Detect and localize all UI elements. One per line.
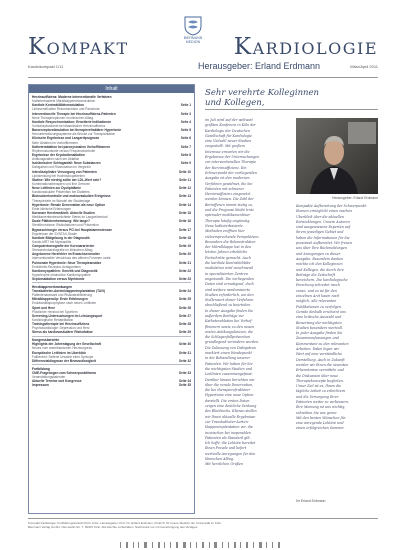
toc-entry-title: Herzklappenerkrankungen (32, 284, 73, 289)
toc-entry-title: Neue Leitlinien zur Dyslipidämie (32, 186, 81, 191)
editorial-text-line: vielversprechende Perspektiven. (205, 234, 260, 239)
toc-entry-page: Seite 29 (178, 330, 191, 335)
editorial-text-line: klinischen Alltag. (205, 457, 235, 461)
toc-entry-title: Veranstaltungskalender (32, 374, 66, 379)
barcode-bar (164, 542, 165, 548)
editorial-text-line: Kompakte Aufbereitung der Schwerpunkt- (296, 204, 368, 208)
editorial-text-line: werden wir Ihnen die neuesten (296, 362, 349, 367)
toc-entry-page: Seite 6 (180, 136, 191, 141)
toc-entry-title: Interventionelle Therapie bei Herzinsuffizienz-Patienten (32, 111, 116, 116)
toc-entry-title: Herzunterstützungssysteme als Brücke zur Transplantation (32, 132, 116, 137)
editorial-text-line: und die Prognose bleibt trotz (205, 208, 254, 213)
toc-entry-title: Bypasschirurgie versus PCI bei Hauptstammstenose (32, 227, 113, 232)
toc-entry-title: Interdisziplinäre Versorgung von Patienten (32, 169, 97, 174)
editorial-text-line: Überblick über die aktuellen (296, 214, 345, 219)
editorial-column-right (296, 204, 378, 432)
toc-entry-title: Computertomografie der Koronararterien (32, 244, 95, 249)
toc-entry-title: Pulmonale Hypertonie: Neue Therapieansätze (32, 260, 102, 265)
toc-entry-title: Angeborene Herzfehler im Erwachsenenalter (32, 252, 100, 257)
toc-entry-page: Seite 8 (180, 152, 191, 157)
footer-line-2: Biermann Verlag GmbH, Otto-Hahn-Str. 7, 50997 Köln. Alle Rechte vorbehalten. Nachdruck nur mit Genehmigung des Verlages. (28, 525, 199, 529)
toc-entry[interactable] (32, 359, 191, 363)
editorial-text-line: Ihnen Freude und liefert (205, 446, 247, 451)
barcode-bar (209, 542, 210, 548)
toc-entry[interactable] (32, 330, 191, 334)
toc-entry-title: Differenzialdiagnose der Bewusstlosigkeit (32, 358, 96, 363)
toc-entry-title: Katheterablation bei paroxysmalem Vorhofflimmern (32, 144, 111, 149)
editorial-text-line: themen ermöglicht einen raschen (296, 209, 353, 214)
toc-entry-title: Koronare Herzkrankheit: Aktuelle Studien (32, 210, 95, 215)
editorial-title-line-2: und Kollegen, (205, 98, 265, 108)
toc-entry-title: Screening-Untersuchungen im Leistungssport (32, 313, 103, 318)
barcode-bar (183, 542, 186, 548)
editorial-text-line: optimaler medikamentöser (205, 213, 251, 218)
editorial-text-line: Darüber hinaus berichten wir (205, 377, 255, 382)
editorial-text-line: Kommentare zu den relevanten (296, 341, 349, 346)
editorial-text-line: über die renale Denervation, (205, 382, 254, 387)
editorial-text-line: praxisnah aufbereitet. Wir freuen (296, 241, 353, 246)
toc-entry-title: Sport und Herz (32, 305, 55, 310)
toc-entry-title: Medikamentenbeschichtete Stents im Langzeitverlauf (32, 215, 108, 220)
editorial-text-line: Gesellschaft für Kardiologie (205, 133, 252, 138)
barcode-bar (126, 542, 128, 548)
toc-entry-page: Seite 25 (178, 297, 191, 302)
editorial-text-line: haben die Informationen für Sie (296, 235, 350, 240)
toc-entry-title: Antikoagulation nach der Ablation (32, 157, 80, 162)
toc-entry[interactable] (32, 383, 191, 387)
toc-entry-title: Erste klinische Erfahrungen (32, 206, 71, 211)
toc-entry-page: Seite 17 (178, 227, 191, 232)
editorial-text-line: die Schlaganfallprävention (205, 335, 250, 340)
toc-entry-page: Seite 31 (178, 350, 191, 355)
barcode-bar (170, 542, 171, 548)
editorial-text-line: die Diskussion über neue (296, 373, 339, 378)
issue-date: März/April 2011 (350, 64, 378, 69)
toc-entry-title: Kardiale Resynchronisation: Erweiterte Indikationen (32, 119, 112, 124)
toc-entry-title: Fortbildung (32, 366, 50, 371)
toc-entry-page: Seite 28 (178, 322, 191, 327)
subheader (28, 61, 378, 76)
editorial-text-line: und Anregungen zu dieser (296, 251, 341, 256)
crest-icon (183, 14, 203, 36)
issue-label: Kardiokompakt 1/11 (28, 64, 64, 69)
toc-entry-title: Statine: Wie niedrig sollte der LDL-Wert sein? (32, 177, 102, 182)
toc-entry-title: Interventioneller Verschluss des offenen Foramen ovale (32, 256, 111, 261)
editorial-text-line: wir Ihnen aktuelle Ergebnisse (205, 414, 256, 419)
editorial-text-line: Patienten weiter zu verbessern. (296, 399, 350, 404)
toc-entry-page: Seite 21 (178, 260, 191, 265)
barcode-bar (266, 542, 267, 548)
toc-entry-title: Linksventrikuläre Rekonstruktion und Parachute (32, 107, 100, 112)
editorial-text-line: Ich hoffe, die Lektüre bereitet (205, 441, 256, 446)
editorial-text-line: Mit den besten Wünschen für (296, 415, 346, 420)
toc-entry-title: Klinische Ergebnisse und Langzeitprognose (32, 136, 100, 141)
toc-entry-title: Endokarditisprophylaxe nach neuen Leitlinien (32, 301, 97, 306)
toc-entry-title: Neue Therapieoptionen im klinischen Alltag (32, 115, 94, 120)
editorial-text-line: bereichern. Die kardiologische (296, 278, 348, 283)
barcode-bar (133, 542, 134, 548)
editorial-text-line: größten Konferenz in Köln der (205, 123, 256, 128)
editorial-text-line: die wichtigsten Studien und (205, 366, 252, 371)
toc-entry-title: Stentthrombose: Risikofaktoren und Prävention (32, 223, 99, 228)
editorial-text-line: Patienten mit schwerer (205, 186, 245, 191)
toc-entry-title: Europäische Leitlinien im Überblick (32, 350, 87, 355)
editorial-text-line: Arbeiten. Dabei legen wir (296, 347, 340, 352)
toc-entry-page: Seite 12 (178, 186, 191, 191)
editorial-text-line: und Kollegen, die durch ihre (296, 267, 344, 272)
portrait-photo (296, 118, 378, 194)
publisher-logo (178, 14, 208, 52)
editorial-text-line: im Juli wird auf der weltweit (205, 118, 253, 122)
toc-entry-page: Seite 20 (178, 252, 191, 257)
editorial-text-line: Fortschritte gemacht. Auch (205, 255, 251, 260)
toc-entry-page: Seite 5 (180, 128, 191, 133)
toc-entry-title: Kardiale Kontraktilitätsmodulation (32, 103, 85, 108)
toc-entry-title: Kombinationstherapien und ihre Grenzen (32, 181, 91, 186)
editorial-text-line: Stellenwert dieser Verfahren (205, 298, 254, 303)
editorial-text-line: zur Transkatheter-Aorten- (205, 419, 249, 424)
editorial-text-line: die bei therapierefraktärer (205, 388, 251, 393)
toc-entry-title: Vorhofseptostomie bei diastolischer Herzinsuffizienz (32, 123, 106, 128)
editorial-text-line: Mit herzlichen Grüßen (205, 462, 244, 467)
editorial-text-line: Interesse erwarten wir die (205, 149, 250, 154)
barcode-bar (214, 542, 217, 548)
toc-entry-page: Seite 13 (178, 194, 191, 199)
editorial-title (205, 84, 378, 108)
toc-entry-title: Kardio-MRT bei Myokarditis (32, 239, 72, 244)
editorial-text-line: inzwischen bei inoperablen (205, 430, 251, 435)
editorial-text-line: In jeder Ausgabe finden Sie (296, 331, 343, 336)
editorial-text-line: Herzinsuffizienz eingesetzt (205, 192, 251, 197)
barcode-bar (259, 542, 262, 548)
editorial-text-line: Studien besonders wertvoll. (296, 325, 343, 330)
editorial-text-line: Gerade deshalb erscheint uns (296, 309, 346, 314)
toc-entry-page: Seite 33 (178, 370, 191, 375)
editorial-text-line: schreiben Sie uns gerne. (296, 410, 338, 415)
toc-entry-page: Seite 15 (178, 210, 191, 215)
editorial-text-line: Wert auf eine verständliche (296, 352, 343, 357)
toc-entry-title: Hypertrophe obstruktive Kardiomyopathie (32, 273, 91, 278)
editorial-text-line: Schwerpunkt der vorliegenden (205, 170, 257, 175)
toc-entry-title: Fallbericht: Seltene Ursache einer Synkope (32, 354, 94, 359)
toc-entry-page: Seite 32 (178, 358, 191, 363)
toc-entry-page: Seite 14 (178, 202, 191, 207)
toc-entry-title: Barorezeptorstimulation bei therapierefraktärer Hypertonie (32, 128, 122, 133)
toc-entry-title: CME-Fragebogen zum Schwerpunktthema (32, 370, 96, 375)
editorial-text-line: voran, und es ist für den (296, 288, 337, 293)
toc-entry-title: Ergebnisse der SYNTAX-Studie (32, 231, 77, 236)
toc-entry-title: Dabigatran und Rivaroxaban im Vergleich (32, 165, 91, 170)
editorial-text-line: tägliche Arbeit zu erleichtern (296, 389, 346, 394)
editorial-text-line: Unser Ziel ist es, Ihnen die (296, 384, 342, 389)
toc-entry-title: Rhythmuskontrolle versus Frequenzkontrolle (32, 148, 96, 153)
toc-entry-page: Seite 35 (178, 383, 191, 388)
barcode-bar (120, 542, 121, 548)
toc-entry-title: Plötzlicher Herztod bei Sportlern (32, 309, 78, 314)
editorial-text-line: Zusammenfassungen und (296, 336, 339, 341)
toc-entry-page: Seite 24 (178, 289, 191, 294)
editorial-text-line: klappenimplantation vor, die (205, 425, 253, 430)
editorial-text-line: Therapie häufig ungünstig. (205, 218, 251, 223)
editorial-text-line: sind weitere randomisierte (205, 287, 251, 292)
toc-entry-title: Patientenauswahl und Risikostratifizierung (32, 293, 92, 298)
toc-entry-title: Septumablation versus Myektomie (32, 277, 85, 282)
barcode-bar (222, 542, 223, 548)
masthead (28, 14, 378, 64)
editorial-text-line: Publikationen zu verfolgen. (296, 304, 342, 309)
editorial-text-line: außerdem Beiträge zur (205, 313, 244, 318)
toc-entry-page: Seite 23 (178, 277, 191, 282)
toc-entry-page: Seite 27 (178, 313, 191, 318)
editorial-text-line: Entwicklungen. Unsere Autoren (296, 219, 350, 224)
editorial-text-line: Forschung schreitet rasch (296, 283, 340, 288)
toc-entry-title: Impressum (32, 383, 50, 388)
toc-header: Inhalt (29, 85, 194, 93)
barcode-bar (234, 542, 236, 548)
toc-entry-title: Stressechokardiografie im klinischen Alltag (32, 248, 93, 253)
barcode-bar (144, 542, 147, 548)
editorial-text-line: letzten Jahren erhebliche (205, 250, 248, 255)
barcode-bar (176, 542, 178, 548)
barcode-bar (202, 542, 204, 548)
barcode-bar (190, 542, 191, 548)
portrait-caption: Herausgeber: Erland Erdmann (332, 196, 378, 200)
barcode-bar (152, 542, 153, 548)
footer (28, 521, 378, 529)
toc-entry-title: Kardiomyopathien: Genetik und Diagnostik (32, 268, 98, 273)
editorial-text-line: markiert einen Wendepunkt (205, 351, 252, 356)
editorial-text-line: Patienten. Wir haben für Sie (205, 361, 253, 366)
editorial-text-line: Besonders die Rekonstruktion (205, 239, 256, 244)
editorial-text-line: Katheterablation bei Vorhof- (205, 319, 253, 324)
editorial-text-line: und die Versorgung Ihrer (296, 394, 339, 399)
divider (28, 77, 378, 78)
toc-entry[interactable] (32, 277, 191, 281)
divider (205, 109, 378, 110)
barcode-bar (278, 542, 280, 548)
toc-entry-title: Stress als kardiovaskulärer Risikofaktor (32, 330, 93, 335)
editorial-text-line: eine anregende Lektüre und (296, 421, 344, 426)
editorial-text-line: einen erfolgreichen Sommer. (296, 426, 345, 431)
editorial-text-line: Studien erforderlich, um den (205, 292, 254, 297)
editorial-text-line: Patienten als Standard gilt. (205, 435, 251, 440)
editorial-text-line: werden können. Die Zahl der (205, 197, 254, 202)
toc-entry-page: Seite 11 (179, 177, 191, 182)
editorial-text-line: angewandt. Die vorliegenden (205, 276, 255, 281)
editorial-text-line: die kardiale Kontraktilitäts- (205, 261, 252, 266)
toc-entry-title: Blutzuckerkontrolle und makrovaskuläre Ereignisse (32, 194, 111, 199)
editorial-text-line: Neue katheterbasierte (205, 223, 243, 228)
editorial-text-line: eine kritische Auswahl und (296, 315, 342, 320)
toc-entry-title: Neues vom amerikanischen Herzkongress (32, 346, 92, 351)
toc-entry-title: Herzinsuffizienz: Moderne interventionelle Verfahren (32, 95, 112, 99)
barcode-bar (246, 542, 248, 548)
toc-entry-title: Psychokardiologie: Depression und Herz (32, 326, 90, 331)
masthead-title-left: Kompakt (28, 34, 129, 60)
editorial-text-line: Darstellung. Auch in Zukunft (296, 357, 345, 362)
toc-entry-title: Mitralklappenclip: Erste Erfahrungen (32, 297, 88, 302)
toc-body (29, 93, 194, 389)
toc-entry-title: Lipidsenkung bei Hochrisikopatienten (32, 173, 85, 178)
toc-entry-title: Kardiovaskuläre Prävention bei Diabetes (32, 190, 90, 195)
toc-entry-page: Seite 19 (178, 244, 191, 249)
toc-entry-page: Seite 7 (180, 144, 191, 149)
logo-line-1: BIERMANN (183, 36, 203, 40)
editorial-text-line: zeigen eine deutliche Senkung (205, 404, 257, 409)
editorial-text-line: Beiträge die Zeitschrift (296, 272, 336, 277)
editorial-text-line: Ihre Meinung ist uns wichtig, (296, 405, 346, 410)
toc-entry-page: Seite 22 (178, 268, 191, 273)
editorial-text-line: Hypertonie eine neue Option (205, 393, 254, 398)
toc-entry-title: Trainingstherapie bei Herzinsuffizienz (32, 322, 90, 327)
editorial-text-line: Ausgabe. Besonders danken (296, 256, 344, 261)
toc-entry-title: Mehr Ablation im Vorhofflimmern (32, 140, 79, 145)
toc-entry-title: Endothelin-Rezeptor-Antagonisten (32, 264, 81, 269)
editorial-text-line: in spezialisierten Zentren (205, 271, 248, 276)
toc-entry-page: Seite 4 (180, 119, 191, 124)
toc-entry-title: Highlights der Jahrestagung der Gesellschaft (32, 342, 101, 347)
toc-entry-title: Aktuelle Termine und Kongresse (32, 379, 82, 384)
editorial-text-line: Methoden eröffnen hier (205, 229, 245, 234)
editorial-text-line: Ergebnisse der Untersuchungen (205, 155, 260, 160)
toc-entry-page: Seite 9 (180, 161, 191, 166)
editorial-text-line: Therapiekonzepte begleiten. (296, 378, 344, 383)
editorial-text-line: der Mitralklappe hat in den (205, 245, 252, 250)
barcode-bar (240, 542, 241, 548)
editorial-text-line: der Herzinsuffizienz. Ein (205, 165, 247, 170)
editorial-text-line: abschließend zu beurteilen. (205, 303, 252, 308)
barcode-bar (228, 542, 229, 548)
editorial-signature: Ihr Erland Erdmann (296, 499, 326, 503)
editorial (205, 84, 378, 514)
editorial-text-line: Bewertung der wichtigsten (296, 320, 342, 325)
toc-entry-page: Seite 10 (178, 169, 191, 174)
editor-portrait (296, 118, 378, 194)
editorial-text-line: Ausgabe ist den modernen (205, 176, 250, 181)
toc-entry-page: Seite 26 (178, 305, 191, 310)
barcode-bar (272, 542, 273, 548)
barcode (120, 542, 280, 548)
editorial-text-line: Daten sind ermutigend, doch (205, 282, 254, 287)
editorial-text-line: In dieser Ausgabe finden Sie (205, 308, 254, 313)
editorial-text-line: in der Behandlung unserer (205, 356, 251, 361)
barcode-bar (138, 542, 139, 548)
toc-entry-title: Therapieziele im Wandel der Studienlage (32, 198, 91, 203)
editorial-text-line: des Blutdrucks. Ebenso stellen (205, 409, 257, 414)
toc-entry-page: Seite 18 (178, 235, 191, 240)
masthead-title-right: Kardiologie (233, 34, 378, 60)
logo-line-2: MEDIZIN (185, 40, 201, 44)
editorial-text-line: Betroffenen nimmt stetig zu, (205, 202, 254, 207)
editorial-title-line-1: Sehr verehrte Kolleginnen (205, 88, 320, 98)
editorial-text-line: vorgestellt. Mit großem (205, 144, 245, 149)
barcode-bar (196, 542, 197, 548)
editorial-column-left (205, 118, 287, 468)
editorial-text-line: darstellt. Die ersten Daten (205, 398, 250, 403)
editorial-text-line: eine Vielzahl neuer Studien (205, 139, 252, 144)
toc-entry-page: Seite 16 (178, 219, 191, 224)
toc-entry-title: Ergebnisse der Kryoballonablation (32, 152, 85, 157)
editorial-text-line: grundlegend verändern werden. (205, 340, 260, 345)
toc-entry-title: Kongressberichte (32, 338, 60, 343)
editorial-text-line: wertvolle Anregungen für den (205, 451, 256, 456)
toc-entry-page: Seite 30 (178, 342, 191, 347)
editorial-text-line: Erkenntnisse vermitteln und (296, 368, 344, 373)
toc-entry-page: Seite 34 (178, 379, 191, 384)
editorial-text-line: Leitlinien zusammengefasst. (205, 372, 253, 377)
editorial-text-line: flimmern sowie zu den neuen (205, 324, 255, 329)
editorial-text-line: oralen Antikoagulanzien, die (205, 329, 253, 334)
toc-entry-title: Katheterbasierte Mitralklappenrekonstruktion (32, 99, 96, 104)
toc-entry-title: Ischämischer Schlaganfall: Neue Substanzen (32, 161, 101, 166)
divider (28, 518, 378, 519)
barcode-bar (158, 542, 160, 548)
toc-entry-title: Transkatheter-Aortenklappenimplantation (TAVI) (32, 289, 106, 294)
barcode-bar (253, 542, 254, 548)
toc-entry-title: Kardiale Bildgebung in der Diagnostik (32, 235, 90, 240)
editorial-text-line: modulation wird zunehmend (205, 266, 253, 271)
editorial-text-line: Die Zulassung von Dabigatran (205, 345, 256, 350)
editorial-text-line: einzelnen Arzt kaum noch (296, 294, 340, 299)
editorial-text-line: sind ausgewiesene Experten auf (296, 225, 351, 230)
editorial-text-line: möglich, alle relevanten (296, 299, 337, 304)
toc-entry-title: Duale Plättchenhemmung: Wie lange? (32, 219, 90, 224)
editor-line: Herausgeber: Erland Erdmann (198, 61, 321, 71)
toc-entry-page: Seite 3 (180, 111, 191, 116)
toc-entry-page: Seite 1 (180, 103, 191, 108)
editorial-text-line: ihrem jeweiligen Gebiet und (296, 230, 344, 235)
editorial-text-line: zur interventionellen Therapie (205, 160, 257, 165)
footer-line-1: Kompakt Kardiologie: Fortbildungszeitschrift für Ärzte. Herausgeber: Prof. Dr. Erland Erdmann, Klinik III für Innere Medizin der Universität zu Köln. (28, 521, 222, 525)
table-of-contents (28, 84, 195, 514)
toc-entry-title: Kardiologische Rehabilitation (32, 318, 74, 323)
editorial-text-line: möchte ich den Kolleginnen (296, 262, 343, 267)
toc-entry-title: Hypertonie: Renale Denervation als neue Option (32, 202, 106, 207)
editorial-text-line: Kardiologie der Deutschen (205, 128, 250, 133)
editorial-text-line: uns über Ihre Rückmeldungen (296, 246, 347, 251)
editorial-text-line: Verfahren gewidmet, die bei (205, 181, 253, 186)
